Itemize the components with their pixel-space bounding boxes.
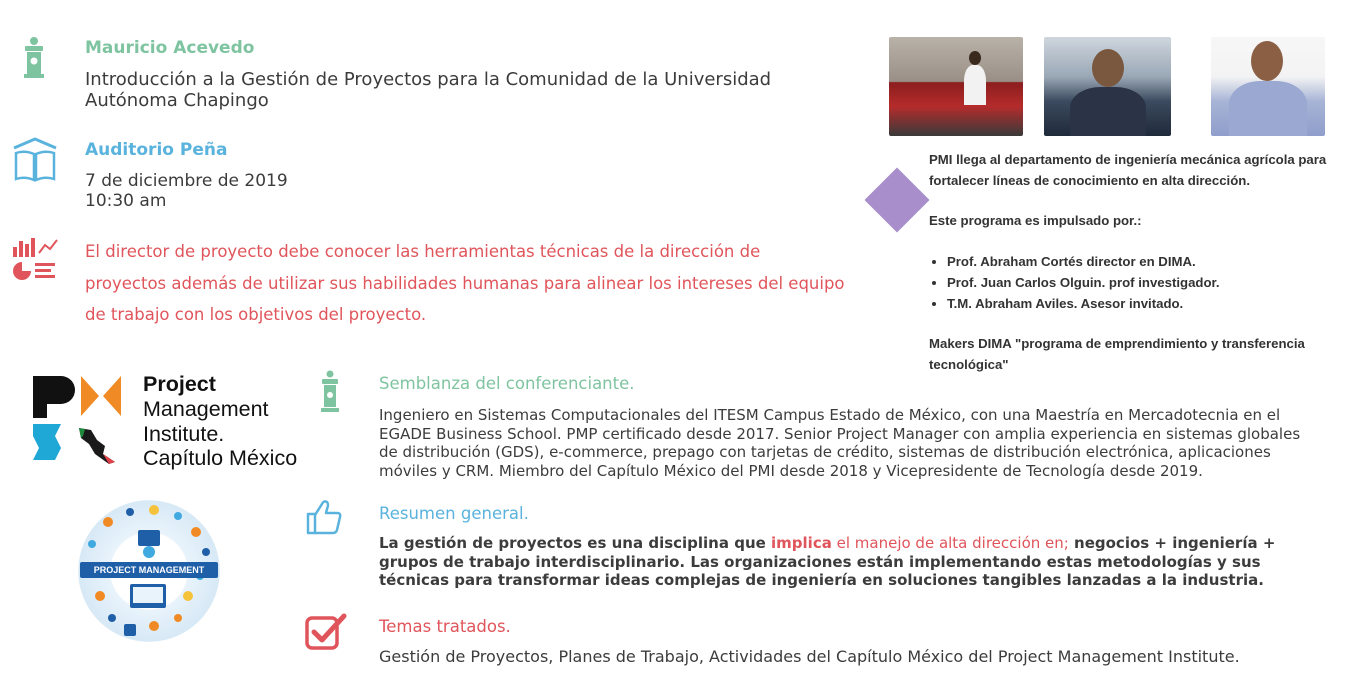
venue-time: 10:30 am [85,191,167,211]
promoter-item: • T.M. Abraham Aviles. Asesor invitado. [947,293,1329,314]
pmi-logo-line3: Institute. [143,422,225,446]
photo-speaker-1 [1044,37,1171,136]
pmi-logo-line4: Capítulo México [143,446,298,470]
pmi-logo-line2: Management [143,397,269,421]
resumen-highlight-2: el manejo de alta dirección en; [831,534,1069,552]
director-quote: El director de proyecto debe conocer las herramientas técnicas de la dirección de proyectos además de utilizar sus habilidades humanas para alinear los intereses del equipo de trabajo con los objetivos del proyecto. [85,242,845,324]
thumbs-up-icon [305,498,343,536]
speaker-name: Mauricio Acevedo [85,38,255,58]
podium-icon [320,370,340,414]
venue-date: 7 de diciembre de 2019 [85,171,288,191]
photo-speaker-2 [1211,37,1325,136]
resumen-highlight-1: implica [771,534,832,552]
venue-place: Auditorio Peña [85,140,228,160]
resumen-body-post: negocios + ingeniería + grupos de trabajo interdisciplinario. Las organizaciones están implementando estas metodologías y sus técnicas para transformar ideas complejas de ingeniería en soluciones tangibles lanzadas a la industria. [379,534,1276,589]
resumen-body-pre: La gestión de proyectos es una disciplina que [379,534,772,552]
venue-datetime [85,171,288,211]
talk-title: Introducción a la Gestión de Proyectos para la Comunidad de la Universidad Autónoma Chapingo [85,69,772,111]
book-icon [11,136,59,184]
semblanza-title: Semblanza del conferenciante. [379,374,635,393]
program-heading: Este programa es impulsado por.: [929,213,1142,228]
checkbox-icon [304,612,348,652]
makers-note: Makers DIMA "programa de emprendimiento y transferencia tecnológica" [929,336,1305,372]
resumen-title: Resumen general. [379,504,529,523]
chart-icon [11,235,59,283]
photo-tractor [889,37,1023,136]
resumen-body [379,534,1314,590]
temas-title: Temas tratados. [379,617,511,636]
semblanza-body: Ingeniero en Sistemas Computacionales del ITESM Campus Estado de México, con una Maestría en Mercadotecnia en el EGADE Business School. PMP certificado desde 2017. Senior Project Manager con amplia experiencia en sistemas globales de distribución (GDS), e-commerce, prepago con tarjetas de crédito, sistemas de distribución electrónica, aplicaciones móviles y CRM. Miembro del Capítulo México del PMI desde 2018 y Vicepresidente de Tecnología desde 2019. [379,406,1301,480]
promoter-item: • Prof. Abraham Cortés director en DIMA. [947,251,1329,272]
promoter-item: • Prof. Juan Carlos Olguin. prof investigador. [947,272,1329,293]
announcement-text [929,149,1329,375]
pmi-logo-mark [33,374,133,470]
announcement-intro: PMI llega al departamento de ingeniería mecánica agrícola para fortalecer líneas de conocimiento en alta dirección. [929,152,1327,188]
purple-diamond [864,167,929,232]
temas-body: Gestión de Proyectos, Planes de Trabajo, Actividades del Capítulo México del Project Management Institute. [379,647,1240,666]
project-management-badge: PROJECT MANAGEMENT [80,562,218,578]
pmi-logo-line1: Project [143,372,216,396]
pmi-logo [33,372,323,472]
promoters-list [929,251,1329,314]
podium-icon [21,36,47,82]
